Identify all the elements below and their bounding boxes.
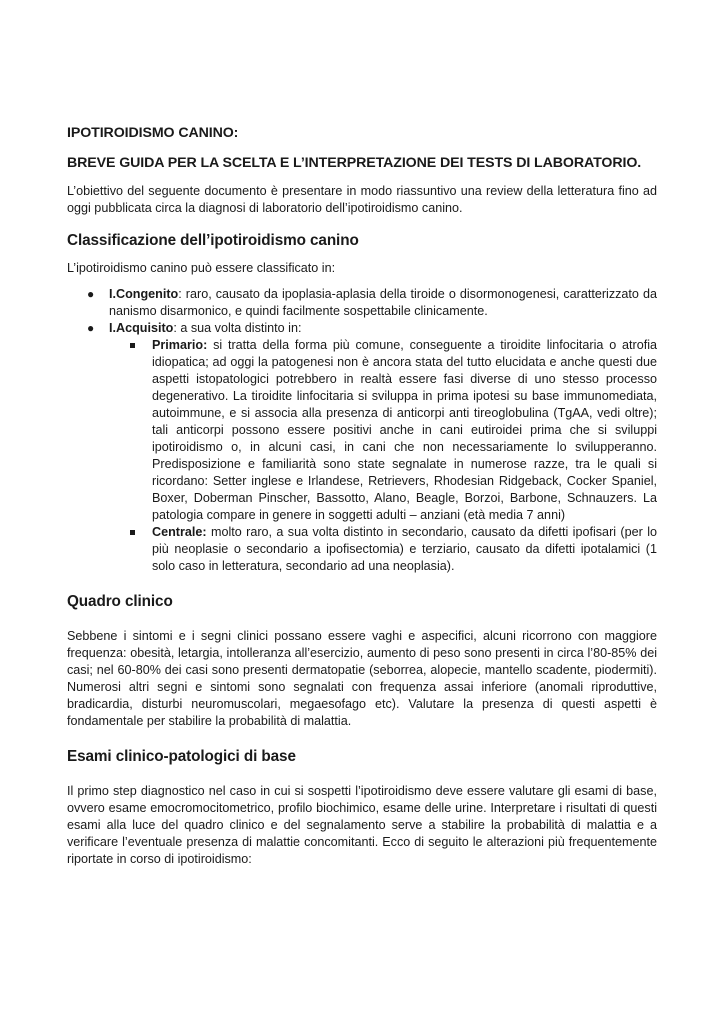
section-heading-classificazione: Classificazione dell’ipotiroidismo canino — [67, 232, 359, 249]
subitem-label: Centrale: — [152, 525, 207, 539]
classification-list — [67, 286, 657, 575]
subitem-text: si tratta della forma più comune, conseguente a tiroidite linfocitaria o atrofia idiopatica; ad oggi la patogenesi non è ancora stata del tutto elucidata e anche questi due aspetti istopatologici potrebbero in realtà essere fasi diverse di uno stesso processo degenerativo. La tiroidite linfocitaria si sviluppa in prima ipotesi su base immunomediata, autoimmune, e si associa alla presenza di anticorpi anti tireoglobulina (TgAA, vedi oltre); tali anticorpi possono essere positivi anche in cani eutiroidei prima che si sviluppi ipotiroidismo o, in alcuni casi, in cani che non necessariamente lo svilupperanno. Predisposizione e familiarità sono state segnalate in numerose razze, tra le quali si ricordano: Setter inglese e Irlandese, Retrievers, Rhodesian Ridgeback, Cocker Spaniel, Boxer, Doberman Pinscher, Bassotto, Alano, Beagle, Borzoi, Barbone, Schnauzers. La patologia compare in genere in soggetti adulti – anziani (età media 7 anni) — [152, 338, 657, 522]
document-title-line2: BREVE GUIDA PER LA SCELTA E L’INTERPRETAZIONE DEI TESTS DI LABORATORIO. — [67, 155, 642, 171]
item-text: : raro, causato da ipoplasia-aplasia della tiroide o disormonogenesi, caratterizzato da nanismo disarmonico, e quindi facilmente sospettabile clinicamente. — [109, 287, 657, 318]
document-title-line1: IPOTIROIDISMO CANINO: — [67, 125, 239, 141]
subitem-text: molto raro, a sua volta distinto in secondario, causato da difetti ipofisari (per lo più neoplasie o secondario a ipofisectomia) e terziario, causato da difetti ipotalamici (1 solo caso in letteratura, secondario ad una neoplasia). — [152, 525, 657, 573]
item-label: I.Congenito — [109, 287, 179, 301]
item-text: : a sua volta distinto in: — [173, 321, 302, 335]
acquisito-sublist — [109, 337, 657, 575]
subitem-label: Primario: — [152, 338, 208, 352]
section-heading-esami: Esami clinico-patologici di base — [67, 748, 296, 765]
document-page — [67, 124, 657, 868]
intro-paragraph: L’obiettivo del seguente documento è presentare in modo riassuntivo una review della letteratura fino ad oggi pubblicata circa la diagnosi di laboratorio dell’ipotiroidismo canino. — [67, 184, 657, 215]
square-bullet-icon — [130, 343, 135, 348]
sublist-item-centrale — [109, 524, 657, 575]
item-label: I.Acquisito — [109, 321, 174, 335]
sublist-item-primario — [109, 337, 657, 524]
bullet-icon: ● — [87, 287, 95, 301]
list-item-acquisito — [67, 320, 657, 575]
list-item-congenito — [67, 286, 657, 320]
section-heading-quadro-clinico: Quadro clinico — [67, 593, 173, 610]
esami-paragraph: Il primo step diagnostico nel caso in cui si sospetti l’ipotiroidismo deve essere valutare gli esami di base, ovvero esame emocromocitometrico, profilo biochimico, esame delle urine. Interpretare i risultati di questi esami alla luce del quadro clinico e del segnalamento serve a stabilire la probabilità di malattia e a verificare l’eventuale presenza di malattie concomitanti. Ecco di seguito le alterazioni più frequentemente riportate in corso di ipotiroidismo: — [67, 784, 657, 866]
quadro-clinico-paragraph: Sebbene i sintomi e i segni clinici possano essere vaghi e aspecifici, alcuni ricorrono con maggiore frequenza: obesità, letargia, intolleranza all’esercizio, aumento di peso sono presenti in circa l’80-85% dei casi; nel 60-80% dei casi sono presenti dermatopatie (seborrea, alopecie, mantello scadente, piodermiti). Numerosi altri segni e sintomi sono segnalati con frequenza assai inferiore (anomali riproduttive, bradicardia, disturbi neuromuscolari, megaesofago etc). Valutare la presenza di questi aspetti è fondamentale per stabilire la probabilità di malattia. — [67, 629, 657, 728]
square-bullet-icon — [130, 530, 135, 535]
bullet-icon: ● — [87, 321, 95, 335]
classification-lead: L’ipotiroidismo canino può essere classificato in: — [67, 261, 336, 275]
